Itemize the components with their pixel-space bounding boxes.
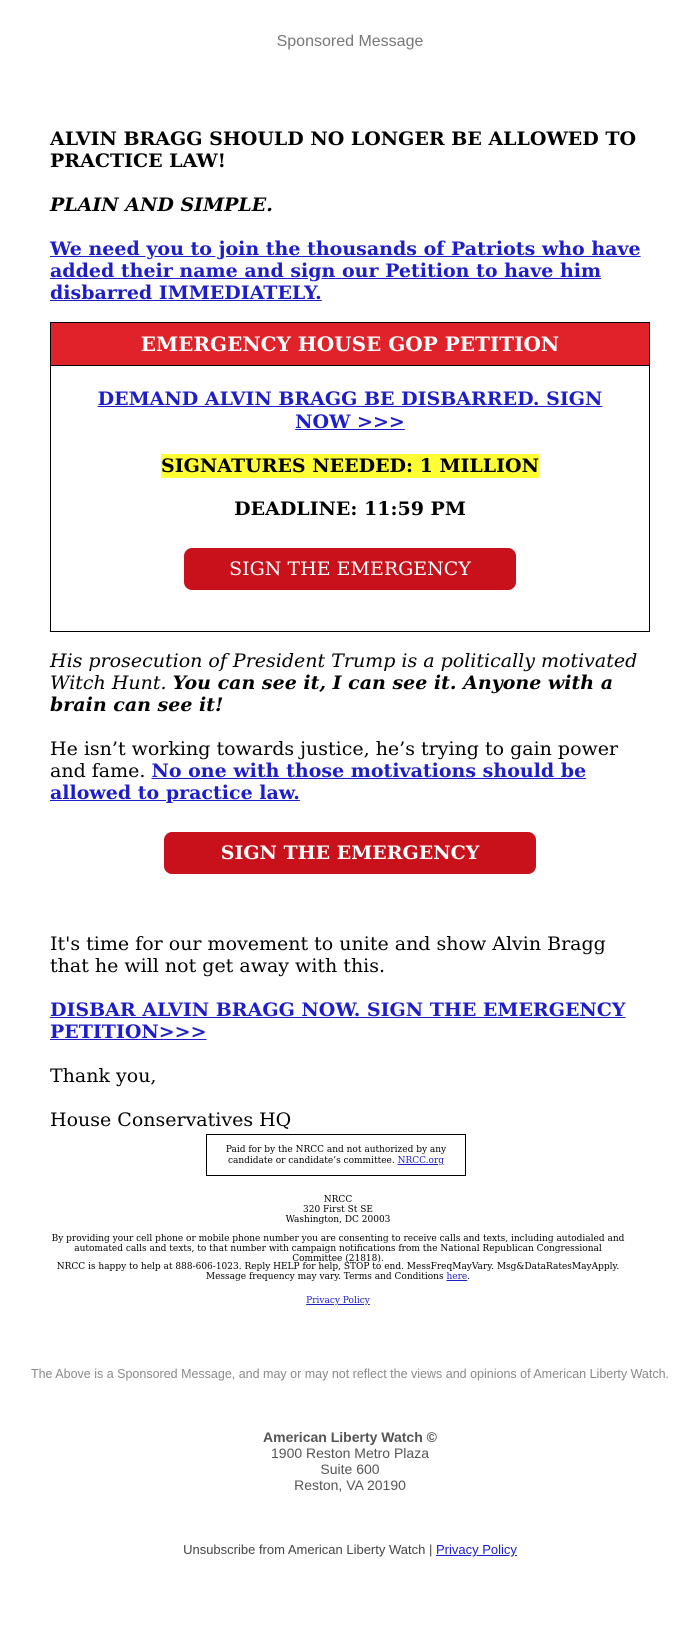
sponsored-message-label: Sponsored Message bbox=[276, 33, 424, 50]
closing-thanks: Thank you, bbox=[50, 1065, 157, 1087]
org-name: American Liberty Watch © bbox=[263, 1429, 437, 1445]
disbar-now-link[interactable]: DISBAR ALVIN BRAGG NOW. SIGN THE EMERGENCY PETITION>>> bbox=[50, 999, 626, 1043]
motivations-link[interactable]: No one with those motivations should be allowed to practice law. bbox=[50, 760, 587, 804]
nrcc-privacy-policy-link[interactable]: Privacy Policy bbox=[306, 1296, 370, 1306]
signatures-needed: SIGNATURES NEEDED: 1 MILLION bbox=[161, 455, 539, 477]
anyone-can-see-text: You can see it, I can see it. Anyone with a brain can see it! bbox=[50, 672, 614, 716]
email-signature: House Conservatives HQ bbox=[50, 1109, 292, 1131]
sms-consent-text: By providing your cell phone or mobile phone number you are consenting to receive calls and texts, including autodialed and automated calls and texts, to that number with campaign notifications from the National Republican Congressional Committee (21818). bbox=[51, 1234, 625, 1264]
paid-for-disclaimer bbox=[206, 1134, 466, 1176]
witch-hunt-text: His prosecution of President Trump is a politically motivated Witch Hunt. bbox=[50, 650, 638, 694]
paragraph-justice bbox=[50, 738, 650, 804]
demand-disbar-link[interactable]: DEMAND ALVIN BRAGG BE DISBARRED. SIGN NOW >>> bbox=[97, 388, 603, 433]
sign-petition-button[interactable]: SIGN THE EMERGENCY PETITION bbox=[184, 548, 516, 590]
petition-body bbox=[51, 366, 649, 631]
org-address-line: Reston, VA 20190 bbox=[294, 1477, 406, 1493]
footer-separator: | bbox=[428, 1542, 433, 1557]
paid-for-text: Paid for by the NRCC and not authorized by any candidate or candidate’s committee. bbox=[225, 1145, 447, 1166]
email-body bbox=[50, 128, 650, 1131]
org-address-line: Suite 600 bbox=[320, 1461, 380, 1477]
terms-here-link[interactable]: here bbox=[446, 1272, 468, 1282]
intro-petition-link[interactable]: We need you to join the thousands of Patriots who have added their name and sign our Petition to have him disbarred IMMEDIATELY. bbox=[50, 238, 641, 304]
petition-header: EMERGENCY HOUSE GOP PETITION bbox=[51, 323, 649, 366]
paragraph-witch-hunt bbox=[50, 650, 650, 716]
email-subhead: PLAIN AND SIMPLE. bbox=[50, 194, 273, 216]
unsubscribe-link[interactable]: Unsubscribe from American Liberty Watch bbox=[183, 1542, 426, 1557]
nrcc-address: NRCC 320 First St SE Washington, DC 20003 bbox=[285, 1195, 391, 1225]
nrcc-link[interactable]: NRCC.org bbox=[397, 1156, 445, 1166]
org-address-line: 1900 Reston Metro Plaza bbox=[271, 1445, 429, 1461]
privacy-policy-link[interactable]: Privacy Policy bbox=[436, 1542, 517, 1557]
paragraph-unite: It's time for our movement to unite and show Alvin Bragg that he will not get away with this. bbox=[50, 933, 606, 977]
sign-petition-button-2[interactable]: SIGN THE EMERGENCY PETITION bbox=[164, 832, 536, 874]
justice-text: He isn’t working towards justice, he’s trying to gain power and fame. bbox=[50, 738, 619, 782]
unsubscribe-row bbox=[0, 1542, 700, 1557]
email-headline: ALVIN BRAGG SHOULD NO LONGER BE ALLOWED TO PRACTICE LAW! bbox=[50, 128, 637, 172]
help-text: NRCC is happy to help at 888-606-1023. Reply HELP for help, STOP to end. MessFreqMayVary. Msg&DataRatesMayApply. Message frequency may vary. Terms and Conditions here. bbox=[56, 1262, 620, 1282]
petition-deadline: DEADLINE: 11:59 PM bbox=[234, 498, 466, 520]
petition-box bbox=[50, 322, 650, 632]
org-address-block bbox=[0, 1429, 700, 1493]
sponsor-disclaimer: The Above is a Sponsored Message, and may or may not reflect the views and opinions of American Liberty Watch. bbox=[30, 1367, 670, 1381]
